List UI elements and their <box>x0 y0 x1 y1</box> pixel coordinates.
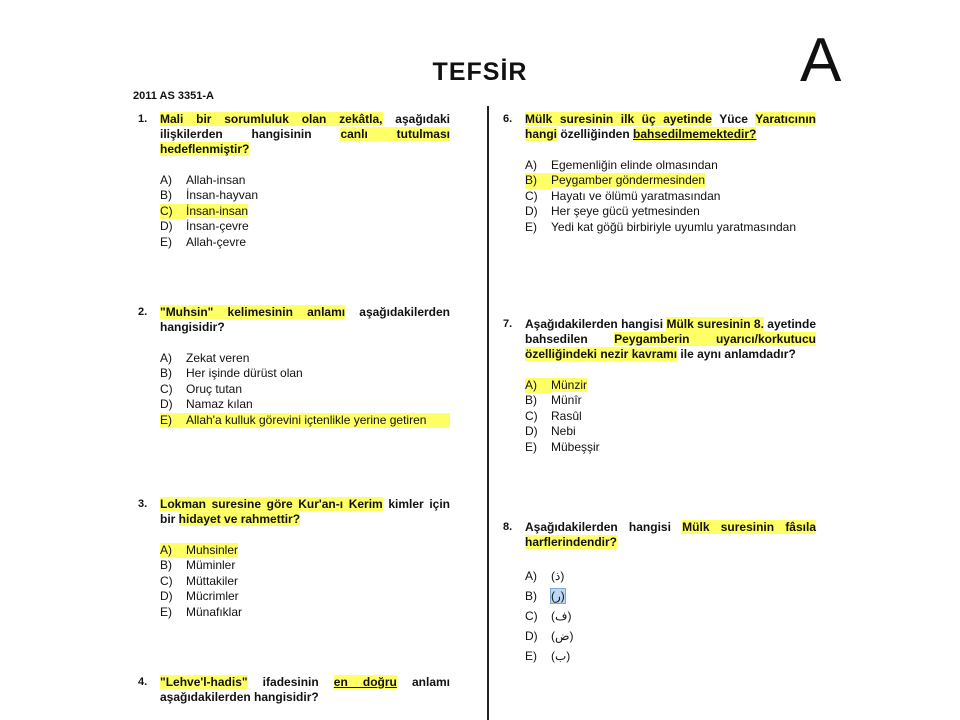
option-label: E) <box>525 219 537 234</box>
option-a[interactable] <box>525 566 816 586</box>
selected-answer: (ر) <box>551 589 565 603</box>
option-e[interactable] <box>525 646 816 666</box>
stem-highlight: Mülk suresinin 8. <box>666 317 764 331</box>
question-3 <box>138 497 451 620</box>
option-label: A) <box>160 351 172 365</box>
option-b[interactable] <box>160 366 450 381</box>
question-number: 3. <box>138 498 148 510</box>
option-label: B) <box>160 366 172 381</box>
option-label: C) <box>160 573 173 588</box>
question-number: 2. <box>138 306 148 318</box>
option-text: Her şeye gücü yetmesinden <box>551 204 700 219</box>
option-text: Mübeşşir <box>551 439 600 454</box>
option-a[interactable] <box>160 173 450 188</box>
option-d[interactable] <box>525 204 816 219</box>
options-list <box>525 378 816 455</box>
option-text: Namaz kılan <box>186 397 253 412</box>
option-text <box>186 543 450 558</box>
answer-highlight: İnsan-insan <box>186 203 249 218</box>
option-text: Her işinde dürüst olan <box>186 366 303 381</box>
option-a[interactable] <box>525 158 816 173</box>
option-b[interactable] <box>160 188 450 203</box>
option-text <box>551 378 816 393</box>
option-label: C) <box>160 204 186 219</box>
question-number: 4. <box>138 676 148 688</box>
option-c[interactable] <box>525 189 816 204</box>
option-label: E) <box>525 439 537 454</box>
stem-highlight: Mülk suresinin fâsıla harflerindendir? <box>525 520 816 549</box>
option-text: (ذ) <box>551 569 565 583</box>
option-text: Münafıklar <box>186 604 243 619</box>
stem-text: ile aynı anlamdadır? <box>677 347 796 361</box>
question-8 <box>503 520 816 666</box>
option-d[interactable] <box>525 424 816 439</box>
stem-highlight: Mali bir sorumluluk olan zekâtla, <box>160 112 383 126</box>
question-number: 7. <box>503 318 513 330</box>
option-a[interactable] <box>160 543 450 558</box>
option-label: A) <box>525 378 551 393</box>
option-label: D) <box>525 424 538 439</box>
stem-text: ayetinde bahsedilen <box>525 317 816 346</box>
option-label: B) <box>160 188 172 203</box>
option-label: D) <box>525 629 538 643</box>
stem-highlight: hidayet ve rahmettir? <box>178 512 301 526</box>
option-label: C) <box>525 609 538 623</box>
question-stem <box>525 317 816 362</box>
option-b[interactable] <box>525 586 816 606</box>
option-text: Müttakiler <box>186 573 239 588</box>
question-7 <box>503 317 816 455</box>
question-stem <box>525 112 816 142</box>
option-text: Nebi <box>551 424 576 439</box>
option-text: İnsan-hayvan <box>186 188 259 203</box>
option-label: D) <box>160 397 173 412</box>
option-label: D) <box>160 219 173 234</box>
option-c[interactable] <box>160 204 450 219</box>
option-b[interactable] <box>525 393 816 408</box>
stem-text: aşağıdaki ilişkilerden hangisinin <box>160 112 450 141</box>
option-e[interactable] <box>525 440 816 455</box>
option-label: E) <box>160 412 172 427</box>
stem-text: özelliğinden <box>557 127 634 141</box>
option-label: C) <box>525 408 538 423</box>
question-2 <box>138 305 450 428</box>
option-label: E) <box>160 234 172 249</box>
question-stem <box>160 497 450 527</box>
question-6 <box>503 112 816 235</box>
option-c[interactable] <box>525 409 816 424</box>
option-b[interactable] <box>525 173 816 188</box>
option-d[interactable] <box>160 589 450 604</box>
question-stem <box>160 675 450 705</box>
option-label: B) <box>160 558 172 573</box>
question-stem <box>525 520 816 550</box>
stem-highlight: "Lehve'l-hadis" <box>160 675 248 689</box>
option-text: Münîr <box>551 393 582 408</box>
option-text <box>186 204 450 219</box>
option-label: D) <box>525 204 538 219</box>
answer-highlight: Muhsinler <box>186 543 239 557</box>
option-label: C) <box>525 188 538 203</box>
option-label: E) <box>160 604 172 619</box>
option-label: B) <box>525 173 551 188</box>
option-c[interactable] <box>160 574 450 589</box>
stem-highlight: Peygamberin uyarıcı/korkutucu özelliğindeki nezir kavramı <box>525 332 816 361</box>
option-label: A) <box>160 543 186 558</box>
option-d[interactable] <box>525 626 816 646</box>
stem-text: ifadesinin <box>247 675 334 689</box>
option-c[interactable] <box>525 606 816 626</box>
stem-highlight: "Muhsin" kelimesinin anlamı <box>160 305 346 319</box>
option-text: (ف) <box>551 609 572 623</box>
question-1 <box>138 112 450 250</box>
option-e[interactable] <box>160 413 450 428</box>
options-list <box>525 566 816 666</box>
options-list <box>160 543 450 620</box>
exam-code: 2011 AS 3351-A <box>133 90 214 102</box>
option-label: B) <box>525 589 537 603</box>
option-text: (ب) <box>551 649 571 663</box>
column-divider <box>487 106 489 720</box>
stem-text: kimler için bir <box>160 497 451 526</box>
option-e[interactable] <box>160 235 450 250</box>
stem-text: Aşağıdakilerden hangisi <box>525 317 667 331</box>
stem-highlight: canlı tutulması hedeflenmiştir? <box>160 127 450 156</box>
options-list <box>160 351 450 428</box>
option-label: B) <box>525 393 537 408</box>
option-text <box>551 586 816 606</box>
booklet-letter: A <box>800 26 842 95</box>
option-text: Allah'a kulluk görevini içtenlikle yerine getiren <box>186 412 427 427</box>
option-e[interactable] <box>160 605 450 620</box>
options-list <box>160 173 450 250</box>
option-d[interactable] <box>160 219 450 234</box>
page-title: TEFSİR <box>432 58 528 86</box>
question-4 <box>138 675 450 705</box>
answer-highlight: Münzir <box>551 378 588 392</box>
option-text: Hayatı ve ölümü yaratmasından <box>551 188 721 203</box>
stem-highlight-underlined: en doğru <box>333 675 397 689</box>
options-list <box>525 158 816 235</box>
option-text: Zekat veren <box>186 351 250 365</box>
question-stem <box>160 305 450 335</box>
stem-text: anlamı aşağıdakilerden hangisidir? <box>160 675 450 704</box>
option-a[interactable] <box>160 351 450 366</box>
option-text: Yedi kat göğü birbiriyle uyumlu yaratmasından <box>551 219 797 234</box>
stem-text: Aşağıdakilerden hangisi <box>525 520 683 534</box>
option-d[interactable] <box>160 397 450 412</box>
stem-highlight: Lokman suresine göre Kur'an-ı Kerim <box>160 497 383 511</box>
option-text: Oruç tutan <box>186 381 243 396</box>
stem-highlight: Mülk suresinin ilk üç ayetinde <box>525 112 712 126</box>
option-text: (ض) <box>551 629 574 643</box>
option-text: Müminler <box>186 558 236 573</box>
option-b[interactable] <box>160 558 450 573</box>
option-c[interactable] <box>160 382 450 397</box>
option-label: C) <box>160 381 173 396</box>
option-e[interactable] <box>525 220 816 235</box>
option-text: Allah-çevre <box>186 234 247 249</box>
option-text: Egemenliğin elinde olmasından <box>551 158 718 172</box>
stem-highlight-underlined: bahsedilmemektedir? <box>633 127 757 141</box>
option-label: A) <box>525 569 537 583</box>
option-text: İnsan-çevre <box>186 219 249 234</box>
question-number: 1. <box>138 113 148 125</box>
stem-highlight: Yaratıcının hangi <box>525 112 816 141</box>
stem-text: aşağıdakilerden hangisidir? <box>160 305 450 334</box>
option-label: A) <box>160 173 172 187</box>
option-text <box>551 173 816 188</box>
question-number: 6. <box>503 113 513 125</box>
question-number: 8. <box>503 521 513 533</box>
option-a[interactable] <box>525 378 816 393</box>
option-label: D) <box>160 589 173 604</box>
option-text: Rasûl <box>551 408 582 423</box>
stem-text: Yüce <box>711 112 756 126</box>
answer-highlight: Peygamber göndermesinden <box>551 173 706 188</box>
option-text: Allah-insan <box>186 173 246 187</box>
option-text: Mücrimler <box>186 589 239 604</box>
option-label: E) <box>525 649 537 663</box>
question-stem <box>160 112 450 157</box>
option-label: A) <box>525 158 537 172</box>
